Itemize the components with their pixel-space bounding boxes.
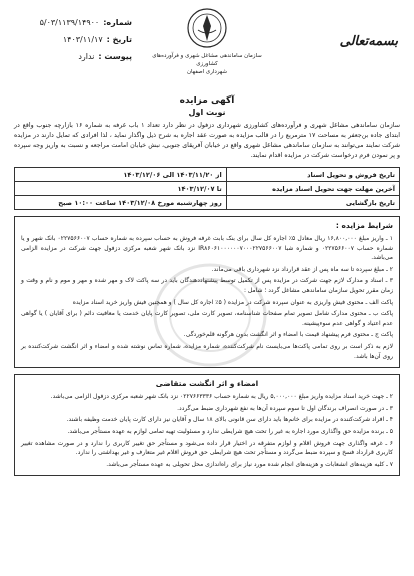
letter-meta bbox=[12, 14, 132, 65]
table-cell-value: از ۱۴۰۳/۱۱/۲۰ الی ۱۴۰۳/۱۲/۰۶ bbox=[15, 168, 227, 182]
org-line: شهرداری اصفهان bbox=[186, 69, 228, 75]
attachment-value: ندارد bbox=[78, 52, 95, 61]
conditions-title: شرایط مزایده : bbox=[335, 221, 393, 230]
list-item: ۶ ـ غرفه واگذاری جهت فروش اقلام و لوازم متفرقه در اختیار قرار داده می‌شود و مستأجر حق تغییر کاربری را ندارد و در صورت مشاهده تغییر کاربری قرارداد فسخ و سپرده ضبط می‌گردد و مستأجر تحت هیچ شرایطی حق فروش اقلام غیر متعارف و غیر بهداشتی را ندارد. bbox=[21, 439, 393, 457]
attachment-row bbox=[12, 48, 132, 65]
conditions-box bbox=[14, 216, 400, 368]
list-item: پاکت الف ـ محتوی فیش واریزی به عنوان سپرده شرکت در مزایده ( ۵٪ اجاره کل سال ) و همچنین فیش واریز خرید اسناد مزایده bbox=[72, 298, 393, 306]
list-item: ۱ ـ واریز مبلغ ۱۶,۸۰۰,۰۰۰ ریال معادل ۵٪ اجاره کل سال برای بنک بابت غرفه فروش به حساب سپرده به شماره حساب ۰۲۲۷۵۶۶۰۰۷ بانک شهر و یا شماره حساب ۰۲۲۷۵۶۶۰۰۷ و شماره شبا IR۸۶۰۶۱۰۰۰۰۰۰۷۰۰۰۲۲۷۵۶۶۰۰۷ نزد بانک شهر شعبه مرکزی دزفول جهت شرکت در مزایده الزامی می‌باشد. bbox=[21, 235, 394, 262]
list-item: ۳ ـ در صورت انصراف برندگان اول تا سوم سپرده آن‌ها به نفع شهرداری ضبط می‌گردد. bbox=[177, 404, 393, 412]
table-cell-key: آخرین مهلت جهت تحویل اسناد مزایده bbox=[226, 182, 399, 196]
attachment-label: پیوست : bbox=[98, 52, 132, 61]
list-item: ۵ ـ برنده مزایده حق واگذاری مورد اجاره به غیر را تحت هیچ شرایطی ندارد و مسئولیت تهیه تمامی لوازم به عهده مستأجر می‌باشد. bbox=[67, 427, 393, 435]
number-row bbox=[12, 14, 132, 31]
list-item: ۴ ـ افراد شرکت‌کننده در مزایده برای خانم‌ها باید دارای سن قانونی بالای ۱۸ سال و آقایان نیز دارای کارت پایان خدمت وظیفه باشند. bbox=[66, 416, 393, 424]
notice-intro: سازمان ساماندهی مشاغل شهری و فرآورده‌های کشاورزی شهرداری دزفول در نظر دارد تعداد ۱ باب غرفه به شماره ۱۶ بازارچه جنوب واقع در ابتدای جاده بن‌جعفر به مساحت ۱۷ مترمربع را در قالب مزایده به صورت عقد اجاره به شرح ذیل واگذار نماید ، لذا افرادی که تمایل دارند در مزایده شرکت نمایند می‌توانند به سازمان ساماندهی مشاغل شهری واقع در خیابان آفریقای جنوبی، نبش خیابان امامت مراجعه و نسبت به واریز وجه سپرده و پر نمودن فرم درخواست شرکت در مزایده اقدام نمایند. bbox=[14, 122, 400, 159]
applicant-signature-title: امضاء و اثر انگشت متقاضی bbox=[155, 379, 259, 389]
list-item: پاکت ج ـ محتوی فرم پیشنهاد قیمت با امضاء و اثر انگشت بدون هرگونه قلم‌خوردگی. bbox=[183, 331, 393, 339]
org-line: سازمان ساماندهی مشاغل شهری و فرآورده‌های کشاورزی bbox=[152, 53, 262, 67]
date-row bbox=[12, 31, 132, 48]
notice-title: آگهی مزایده bbox=[179, 96, 235, 106]
number-value: ۵/۰۳/۱۱۳۹/۱۴۹۰۰ bbox=[39, 18, 100, 27]
applicant-list bbox=[21, 392, 393, 469]
table-row bbox=[15, 196, 400, 210]
municipality-emblem-icon bbox=[185, 6, 229, 50]
notice-round: نوبت اول bbox=[188, 108, 226, 117]
applicant-box bbox=[14, 374, 400, 476]
list-item: ۳ ـ اسناد و مدارک لازم جهت شرکت در مزایده پس از تکمیل توسط پیشنهاددهندگان باید در سه پاکت لاک و مهر شده و مهر و موم و نام و وقت و زمان مقرر تحویل سازمان ساماندهی مشاغل گردد ؛ شامل : bbox=[21, 277, 393, 294]
date-label: تاریخ : bbox=[106, 35, 132, 44]
auction-notice bbox=[14, 96, 400, 476]
letterhead bbox=[0, 4, 414, 80]
list-item: ۲ ـ مبلغ سپرده تا سه ماه پس از عقد قرارداد نزد شهرداری باقی می‌ماند. bbox=[211, 265, 393, 273]
list-item: لازم به ذکر است بر روی تمامی پاکت‌ها می‌بایست نام شرکت‌کننده، شماره مزایده، شماره تماس نوشته شده و امضاء و اثر انگشت شرکت‌کننده بر روی آن‌ها باشد. bbox=[21, 342, 393, 360]
date-value: ۱۴۰۳/۱۱/۱۷ bbox=[62, 35, 103, 44]
list-item: پاکت ب ـ محتوی مدارک شامل تصویر تمام صفحات شناسنامه، تصویر کارت ملی، تصویر کارت پایان خدمت یا معافیت دائم ( برای آقایان ) یا گواهی عدم اعتیاد و گواهی عدم سوءپیشینه. bbox=[21, 310, 393, 327]
list-item: ۷ ـ کلیه هزینه‌های انشعابات و هزینه‌های انجام شده مورد نیاز برای راه‌اندازی محل تحویلی به عهده مستأجر می‌باشد. bbox=[106, 460, 393, 468]
table-row bbox=[15, 168, 400, 182]
list-item: ۲ ـ جهت خرید اسناد مزایده واریز مبلغ ۵,۰۰۰,۰۰۰ ریال به شماره حساب ۰۲۲۷۶۶۳۳۳۶ نزد بانک شهر شعبه مرکزی دزفول الزامی می‌باشد. bbox=[50, 393, 393, 401]
table-cell-key: تاریخ فروش و تحویل اسناد bbox=[226, 168, 399, 182]
basmala-logo: بسمه‌تعالی bbox=[339, 34, 398, 49]
organization-name bbox=[150, 52, 264, 76]
dates-table bbox=[14, 167, 400, 210]
table-row bbox=[15, 182, 400, 196]
number-label: شماره: bbox=[103, 18, 132, 27]
table-cell-value: روز چهارشنبه مورخ ۱۴۰۳/۱۲/۰۸ ساعت ۱۰:۰۰ صبح bbox=[15, 196, 227, 210]
table-cell-key: تاریخ بازگشایی bbox=[226, 196, 399, 210]
conditions-list bbox=[21, 234, 393, 361]
table-cell-value: تا ۱۴۰۳/۱۲/۰۷ bbox=[15, 182, 227, 196]
